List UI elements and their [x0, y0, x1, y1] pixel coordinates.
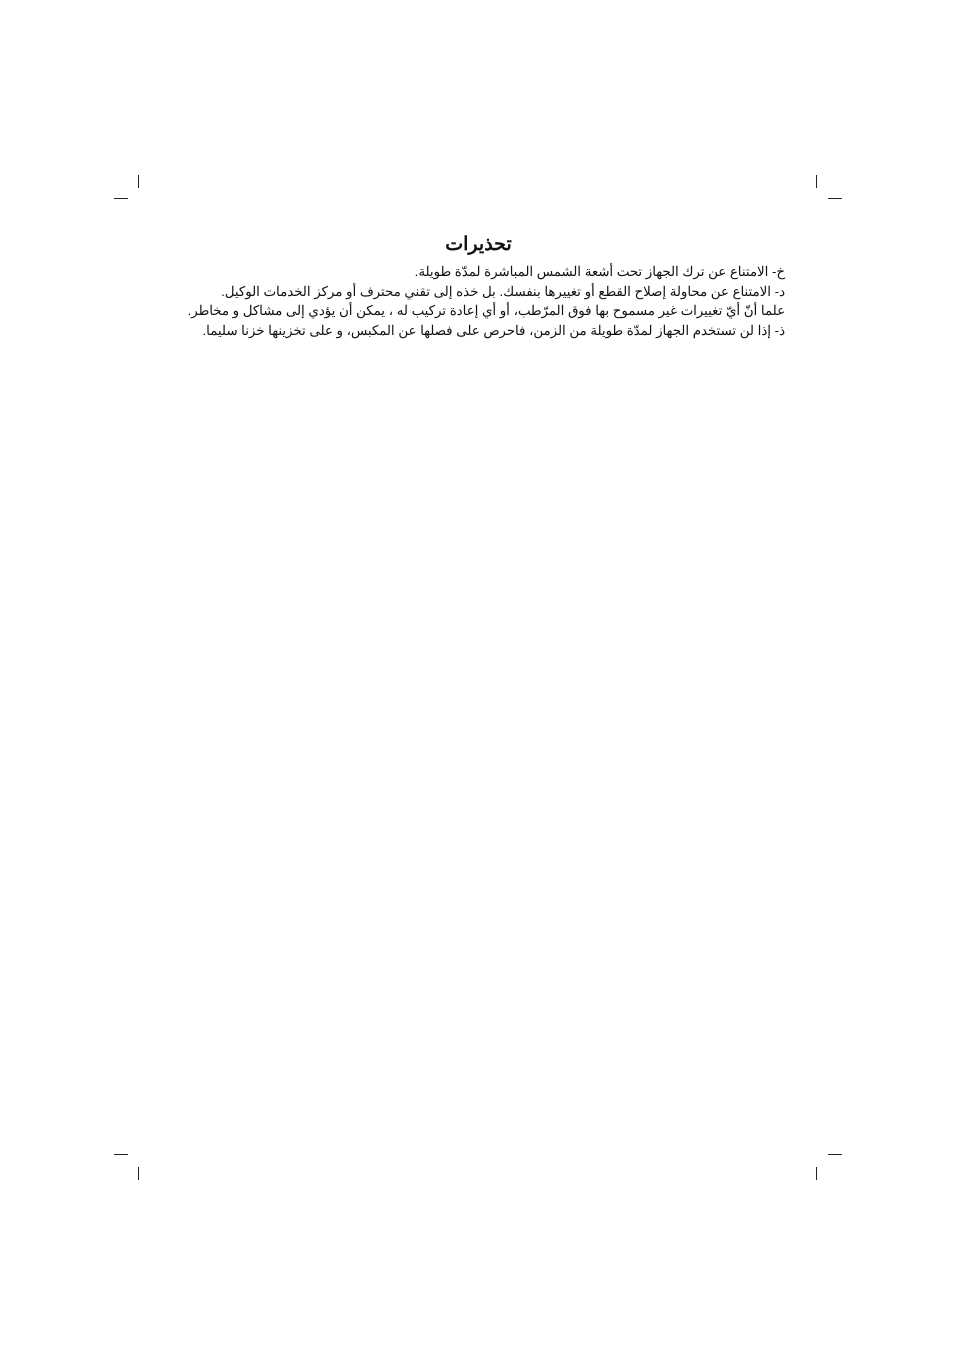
- warning-line-dal: د- الامتناع عن محاولة إصلاح القطع أو تغييرها بنفسك. بل خذه إلى تقني محترف أو مركز الخدمات الوكيل.: [221, 283, 785, 299]
- warning-line-note: علما أنّ أيّ تغييرات غير مسموح بها فوق المرّطب، أو أي إعادة تركيب له ، يمكن أن يؤدي إلى مشاكل و مخاطر.: [187, 303, 785, 318]
- warnings-section: [172, 232, 785, 340]
- crop-mark-bottom-right-horizontal: [828, 1154, 842, 1155]
- crop-mark-bottom-left-horizontal: [114, 1154, 128, 1155]
- crop-mark-top-left-vertical: [138, 175, 139, 188]
- crop-mark-top-right-vertical: [816, 175, 817, 188]
- crop-mark-bottom-left-vertical: [138, 1167, 139, 1180]
- warnings-title: تحذيرات: [445, 234, 512, 255]
- crop-mark-top-left-horizontal: [114, 198, 128, 199]
- warning-line-thal: ذ- إذا لن تستخدم الجهاز لمدّة طويلة من الزمن، فاحرص على فصلها عن المكبس، و على تخزينها خزنا سليما.: [202, 322, 785, 338]
- crop-mark-bottom-right-vertical: [816, 1167, 817, 1180]
- warning-line-kha: خ- الامتناع عن ترك الجهاز تحت أشعة الشمس المباشرة لمدّة طويلة.: [414, 264, 785, 279]
- crop-mark-top-right-horizontal: [828, 198, 842, 199]
